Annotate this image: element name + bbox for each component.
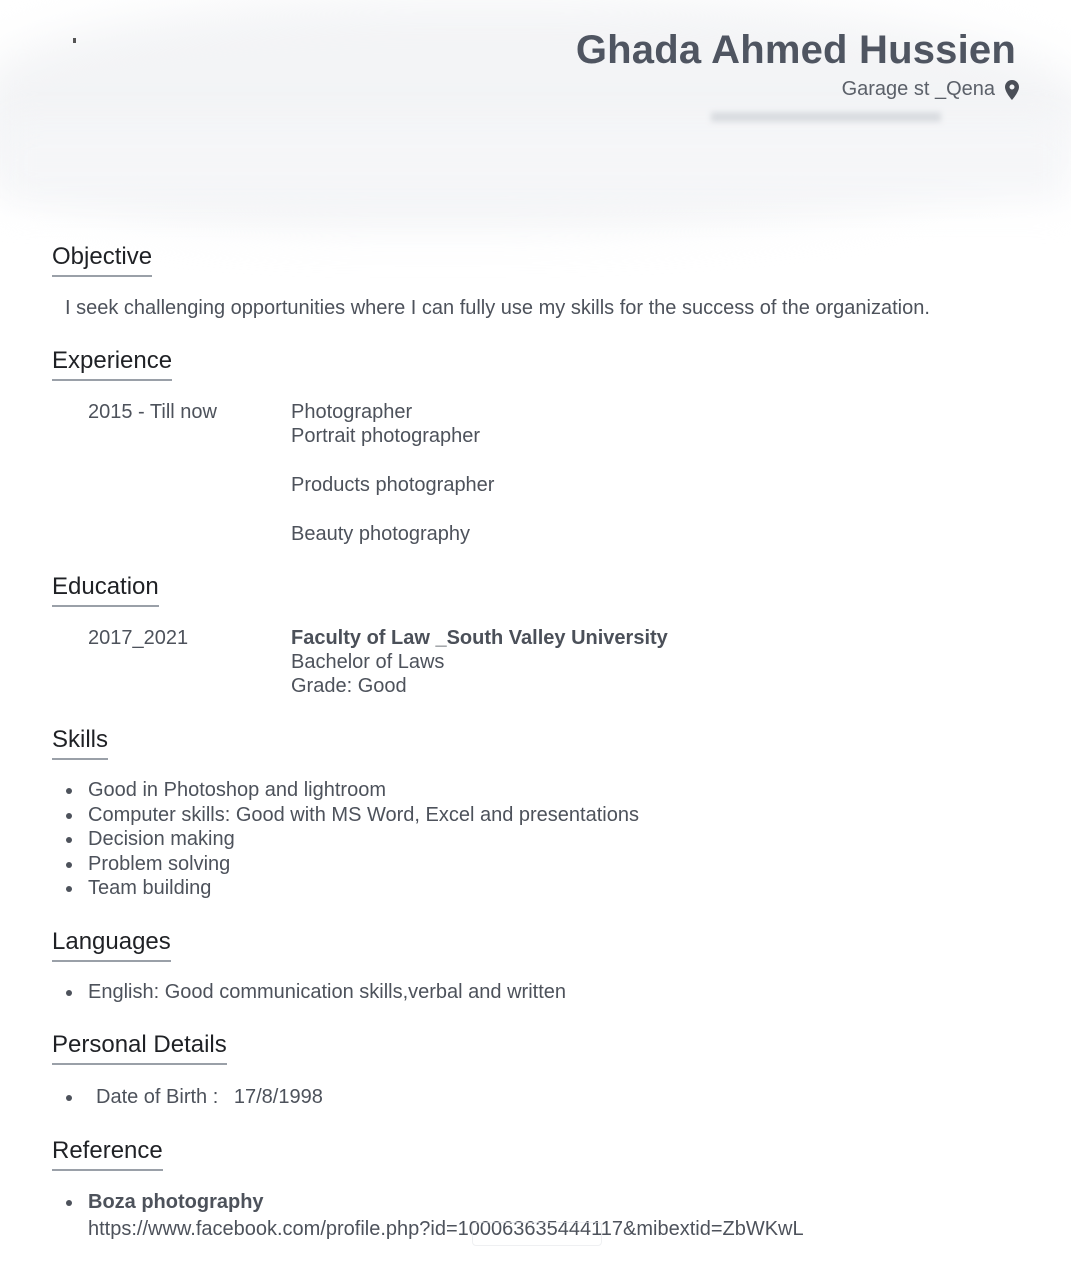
stray-mark xyxy=(73,38,76,43)
skill-item: Team building xyxy=(62,876,639,901)
watermark xyxy=(472,1222,602,1246)
reference-url-link[interactable]: https://www.facebook.com/profile.php?id=100063635444117&mibextid=ZbWKwL xyxy=(88,1218,804,1240)
skills-list xyxy=(62,778,639,901)
section-title-experience: Experience xyxy=(52,347,172,381)
experience-item: Portrait photographer xyxy=(291,425,481,447)
languages-list xyxy=(62,980,566,1005)
skill-item: Decision making xyxy=(62,827,639,852)
personal-details-list xyxy=(62,1085,323,1110)
reference-name: Boza photography xyxy=(62,1190,264,1215)
experience-item: Products photographer xyxy=(291,474,495,496)
birth-date-label: Date of Birth : xyxy=(96,1086,219,1108)
section-title-languages: Languages xyxy=(52,928,171,962)
education-grade: Grade: Good xyxy=(291,675,407,697)
skill-item: Good in Photoshop and lightroom xyxy=(62,778,639,803)
experience-item: Photographer xyxy=(291,401,413,423)
skill-item: Problem solving xyxy=(62,852,639,877)
redacted-phone xyxy=(711,112,941,122)
language-item: English: Good communication skills,verbal and written xyxy=(62,980,566,1005)
birth-date-item xyxy=(62,1085,323,1110)
reference-list xyxy=(62,1190,264,1215)
education-degree: Bachelor of Laws xyxy=(291,651,445,673)
education-school: Faculty of Law _South Valley University xyxy=(291,627,668,649)
section-title-reference: Reference xyxy=(52,1137,163,1171)
redacted-area-lower xyxy=(0,120,1071,200)
address-line xyxy=(842,78,1019,101)
location-pin-icon xyxy=(1005,80,1019,100)
candidate-name: Ghada Ahmed Hussien xyxy=(575,28,1016,72)
birth-date-value: 17/8/1998 xyxy=(233,1086,323,1108)
experience-date: 2015 - Till now xyxy=(88,401,217,423)
experience-item: Beauty photography xyxy=(291,523,471,545)
objective-text: I seek challenging opportunities where I can fully use my skills for the success of the organization. xyxy=(65,297,930,319)
section-title-education: Education xyxy=(52,573,159,607)
address-text: Garage st _Qena xyxy=(841,78,995,100)
section-title-objective: Objective xyxy=(52,243,152,277)
section-title-personal-details: Personal Details xyxy=(52,1031,227,1065)
section-title-skills: Skills xyxy=(52,726,108,760)
skill-item: Computer skills: Good with MS Word, Excel and presentations xyxy=(62,803,639,828)
education-date: 2017_2021 xyxy=(88,627,189,649)
